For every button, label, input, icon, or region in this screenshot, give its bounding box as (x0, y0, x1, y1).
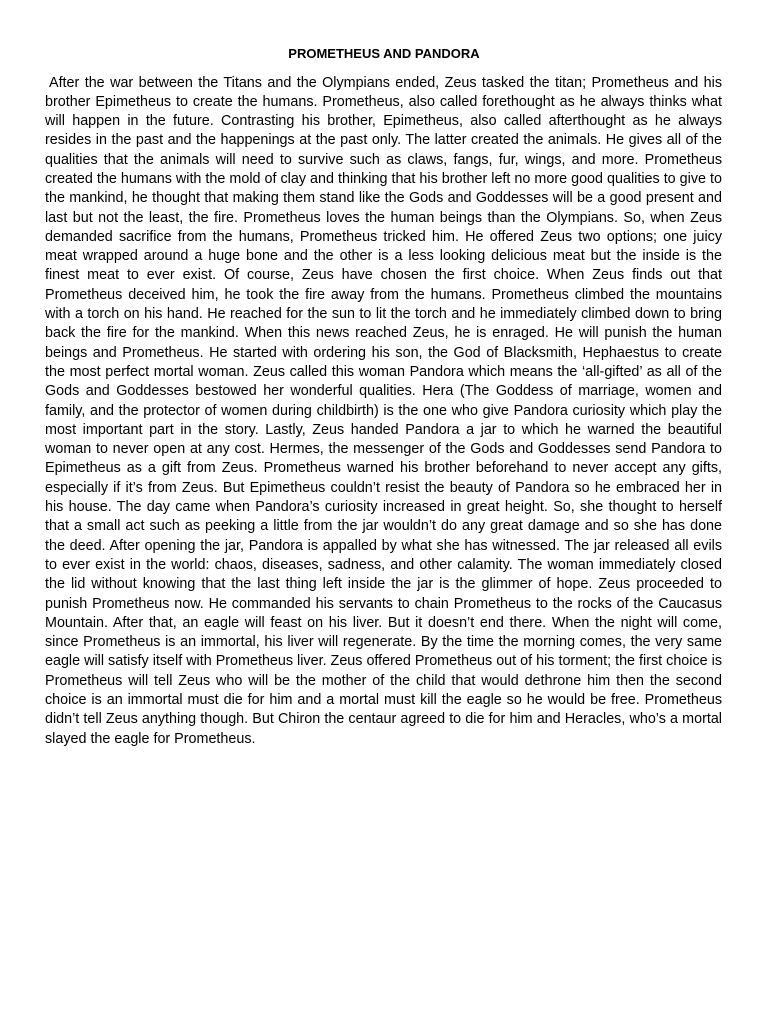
document-title: PROMETHEUS AND PANDORA (288, 46, 480, 61)
document-body-paragraph: After the war between the Titans and the Olympians ended, Zeus tasked the titan; Prometheus and his brother Epimetheus to create the humans. Prometheus, also called forethought as he always thinks what will happen in the future. Contrasting his brother, Epimetheus, also called afterthought as he always resides in the past and the happenings at the past only. The latter created the animals. He gives all of the qualities that the animals will need to survive such as claws, fangs, fur, wings, and more. Prometheus created the humans with the mold of clay and thinking that his brother left no more good qualities to give to the mankind, he thought that making them stand like the Gods and Goddesses will be a good present and last but not the least, the fire. Prometheus loves the human beings than the Olympians. So, when Zeus demanded sacrifice from the humans, Prometheus tricked him. He offered Zeus two options; one juicy meat wrapped around a huge bone and the other is a less looking delicious meat but the inside is the finest meat to ever exist. Of course, Zeus have chosen the first choice. When Zeus finds out that Prometheus deceived him, he took the fire away from the humans. Prometheus climbed the mountains with a torch on his hand. He reached for the sun to lit the torch and he immediately climbed down to bring back the fire for the mankind. When this news reached Zeus, he is enraged. He will punish the human beings and Prometheus. He started with ordering his son, the God of Blacksmith, Hephaestus to create the most perfect mortal woman. Zeus called this woman Pandora which means the ‘all-gifted’ as all of the Gods and Goddesses bestowed her wonderful qualities. Hera (The Goddess of marriage, women and family, and the protector of women during childbirth) is the one who give Pandora curiosity which play the most important part in the story. Lastly, Zeus handed Pandora a jar to which he warned the beautiful woman to never open at any cost. Hermes, the messenger of the Gods and Goddesses send Pandora to Epimetheus as a gift from Zeus. Prometheus warned his brother beforehand to never accept any gifts, especially if it’s from Zeus. But Epimetheus couldn’t resist the beauty of Pandora so he embraced her in his house. The day came when Pandora’s curiosity increased in great height. So, she thought to herself that a small act such as peeking a little from the jar wouldn’t do any great damage and so she has done the deed. After opening the jar, Pandora is appalled by what she has witnessed. The jar released all evils to ever exist in the world: chaos, diseases, sadness, and other calamity. The woman immediately closed the lid without knowing that the last thing left inside the jar is the glimmer of hope. Zeus proceeded to punish Prometheus now. He commanded his servants to chain Prometheus to the rocks of the Caucasus Mountain. After that, an eagle will feast on his liver. But it doesn’t end there. When the night will come, since Prometheus is an immortal, his liver will regenerate. By the time the morning comes, the very same eagle will satisfy itself with Prometheus liver. Zeus offered Prometheus out of his torment; the first choice is Prometheus will tell Zeus who will be the mother of the child that would dethrone him then the second choice is an immortal must die for him and a mortal must kill the eagle so he would be free. Prometheus didn’t tell Zeus anything though. But Chiron the centaur agreed to die for him and Heracles, who’s a mortal slayed the eagle for Prometheus. (45, 74, 722, 747)
